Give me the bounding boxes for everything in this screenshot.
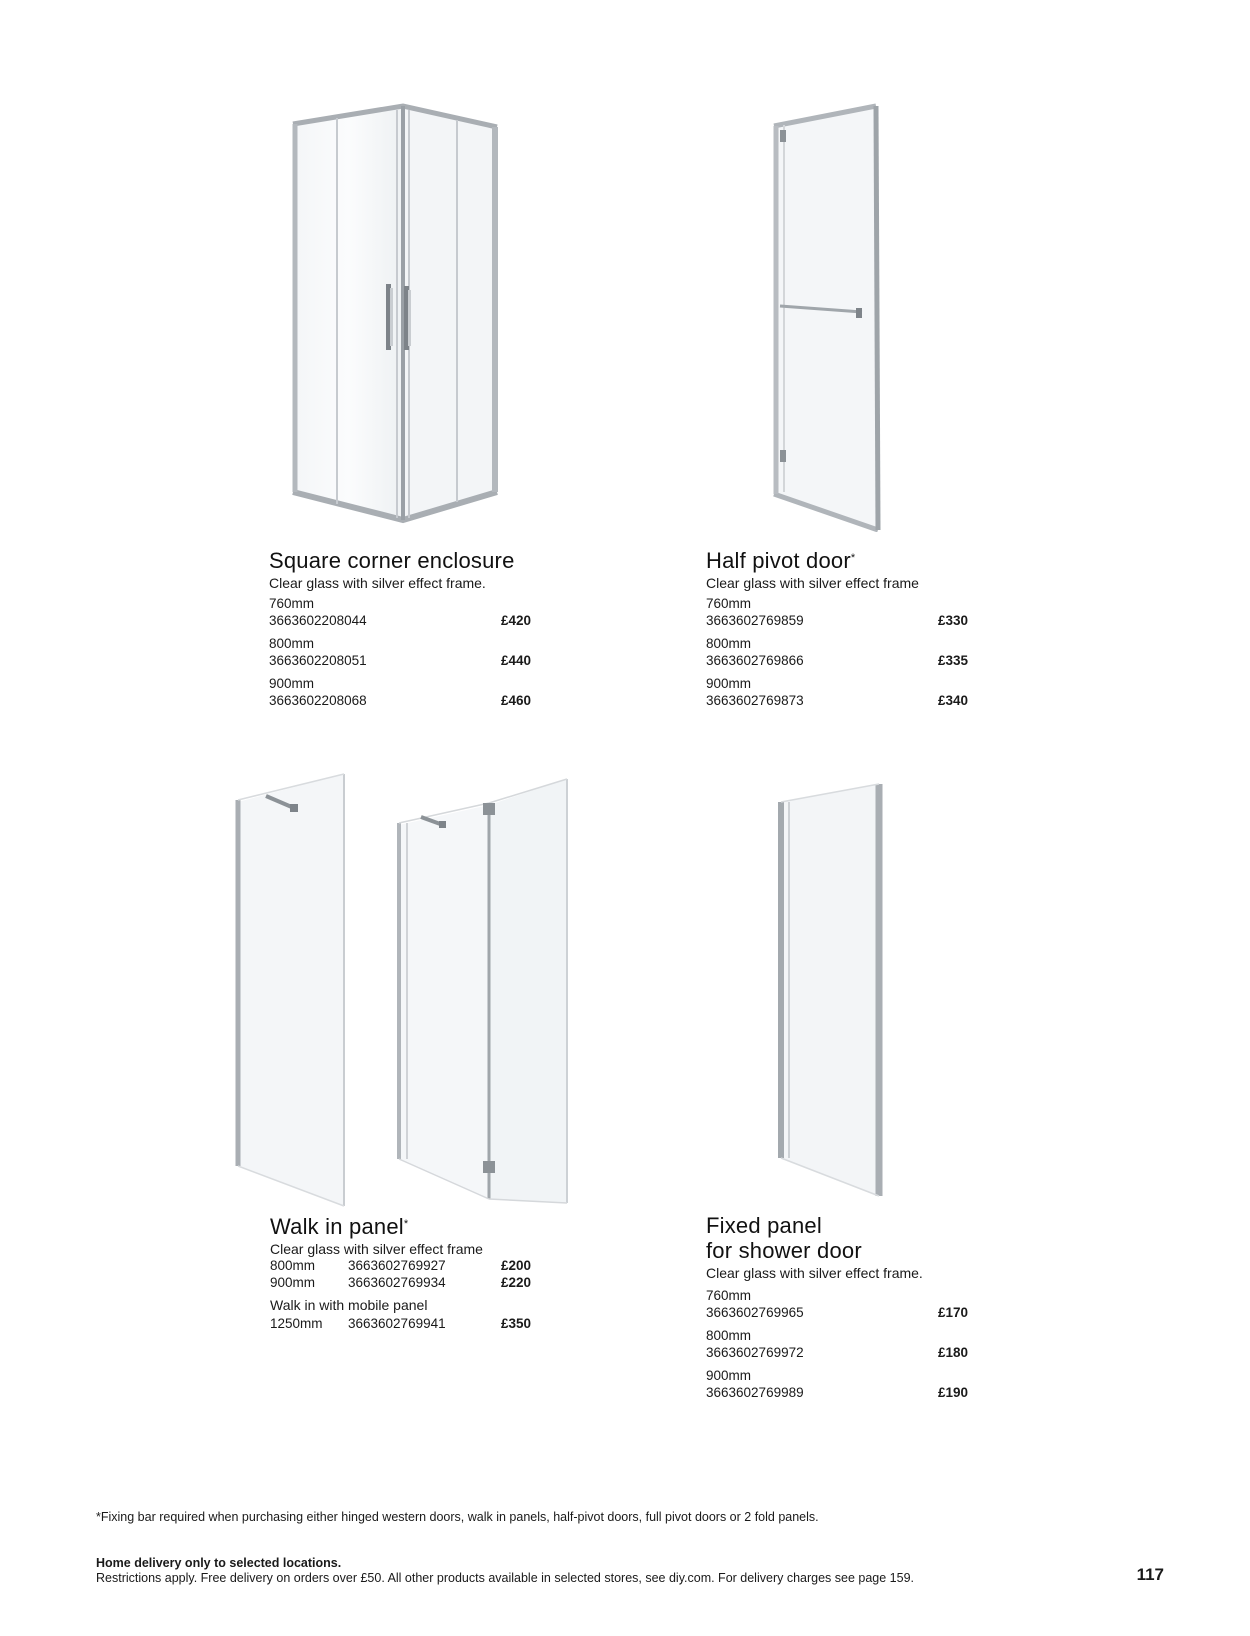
product-title-text: Half pivot door [706,548,851,573]
variant-row [269,596,531,629]
variant-price: £180 [937,1344,968,1360]
variant-price: £170 [937,1304,968,1320]
variant-price: £335 [937,652,968,668]
product-walk-in-panel [270,1214,531,1333]
product-title [270,1214,531,1239]
product-title-line2: for shower door [706,1238,862,1263]
variant-list [706,596,968,709]
product-title-text: Walk in panel [270,1214,404,1239]
variant-size: 800mm [270,1258,316,1273]
variant-row [270,1258,531,1275]
variant-size: 900mm [706,676,752,691]
variant-price: £420 [500,612,531,628]
variant-code: 3663602769941 [348,1316,446,1331]
variant-code: 3663602769989 [706,1384,804,1400]
variant-row [706,636,968,669]
product-half-pivot-door [706,548,968,709]
variant-row [706,596,968,629]
product-title: Square corner enclosure [269,548,515,573]
product-title-line1: Fixed panel [706,1213,822,1238]
half-pivot-door-image [770,100,885,532]
fixed-panel-image [775,780,890,1200]
variant-price: £340 [937,692,968,708]
page-number: 117 [1136,1565,1164,1584]
variant-price: £200 [500,1258,531,1273]
restrictions-text: Restrictions apply. Free delivery on orders over £50. All other products available in selected stores, see diy.com. For delivery charges see page 159. [96,1571,915,1585]
variant-size: 900mm [270,1274,316,1290]
footnote-mark: * [403,1218,409,1230]
variant-row [270,1316,531,1333]
product-description: Clear glass with silver effect frame. [706,1265,923,1281]
variant-code: 3663602769866 [706,652,804,668]
variant-code: 3663602769873 [706,692,804,708]
variant-code: 3663602769965 [706,1304,804,1320]
variant-row [706,1368,968,1401]
variant-code: 3663602208044 [269,612,367,628]
product-title [706,1213,968,1263]
variant-price: £220 [500,1274,531,1290]
variant-size: 900mm [269,676,315,691]
footnote-mark: * [850,552,856,564]
variant-size: 760mm [706,1288,752,1303]
variant-size: 800mm [269,636,315,651]
variant-row [269,676,531,709]
variant-price: £440 [500,652,531,668]
variant-list [269,596,531,709]
variant-row [269,636,531,669]
variant-row [706,1288,968,1321]
variant-size: 900mm [706,1368,752,1383]
product-description: Clear glass with silver effect frame [270,1241,483,1257]
variant-size: 760mm [269,596,315,611]
variant-code: 3663602769927 [348,1258,446,1273]
product-square-corner-enclosure [269,548,531,709]
variant-size: 800mm [706,636,752,651]
variant-list [706,1288,968,1401]
variant-price: £460 [500,692,531,708]
variant-code: 3663602208068 [269,692,367,708]
footnote: *Fixing bar required when purchasing either hinged western doors, walk in panels, half-pivot doors, full pivot doors or 2 fold panels. [96,1510,819,1524]
variant-size: 760mm [706,596,752,611]
variant-price: £190 [937,1384,968,1400]
variant-code: 3663602769972 [706,1344,804,1360]
variant-code: 3663602208051 [269,652,367,668]
square-enclosure-image [285,100,505,530]
variant-price: £350 [500,1316,531,1331]
product-title [706,548,968,573]
product-description: Clear glass with silver effect frame. [269,575,486,591]
variant-price: £330 [937,612,968,628]
variant-size: 1250mm [270,1316,323,1331]
variant-row [706,676,968,709]
walk-in-mobile-panel-image [393,775,573,1207]
variant-row [706,1328,968,1361]
variant-code: 3663602769859 [706,612,804,628]
variant-size: 800mm [706,1328,752,1343]
walk-in-panel-image [230,770,350,1210]
product-fixed-panel [706,1213,968,1401]
mobile-panel-label: Walk in with mobile panel [270,1297,428,1313]
delivery-note [96,1556,914,1586]
delivery-bold: Home delivery only to selected locations. [96,1556,342,1570]
variant-row [270,1275,531,1292]
variant-code: 3663602769934 [348,1274,446,1290]
product-description: Clear glass with silver effect frame [706,575,919,591]
